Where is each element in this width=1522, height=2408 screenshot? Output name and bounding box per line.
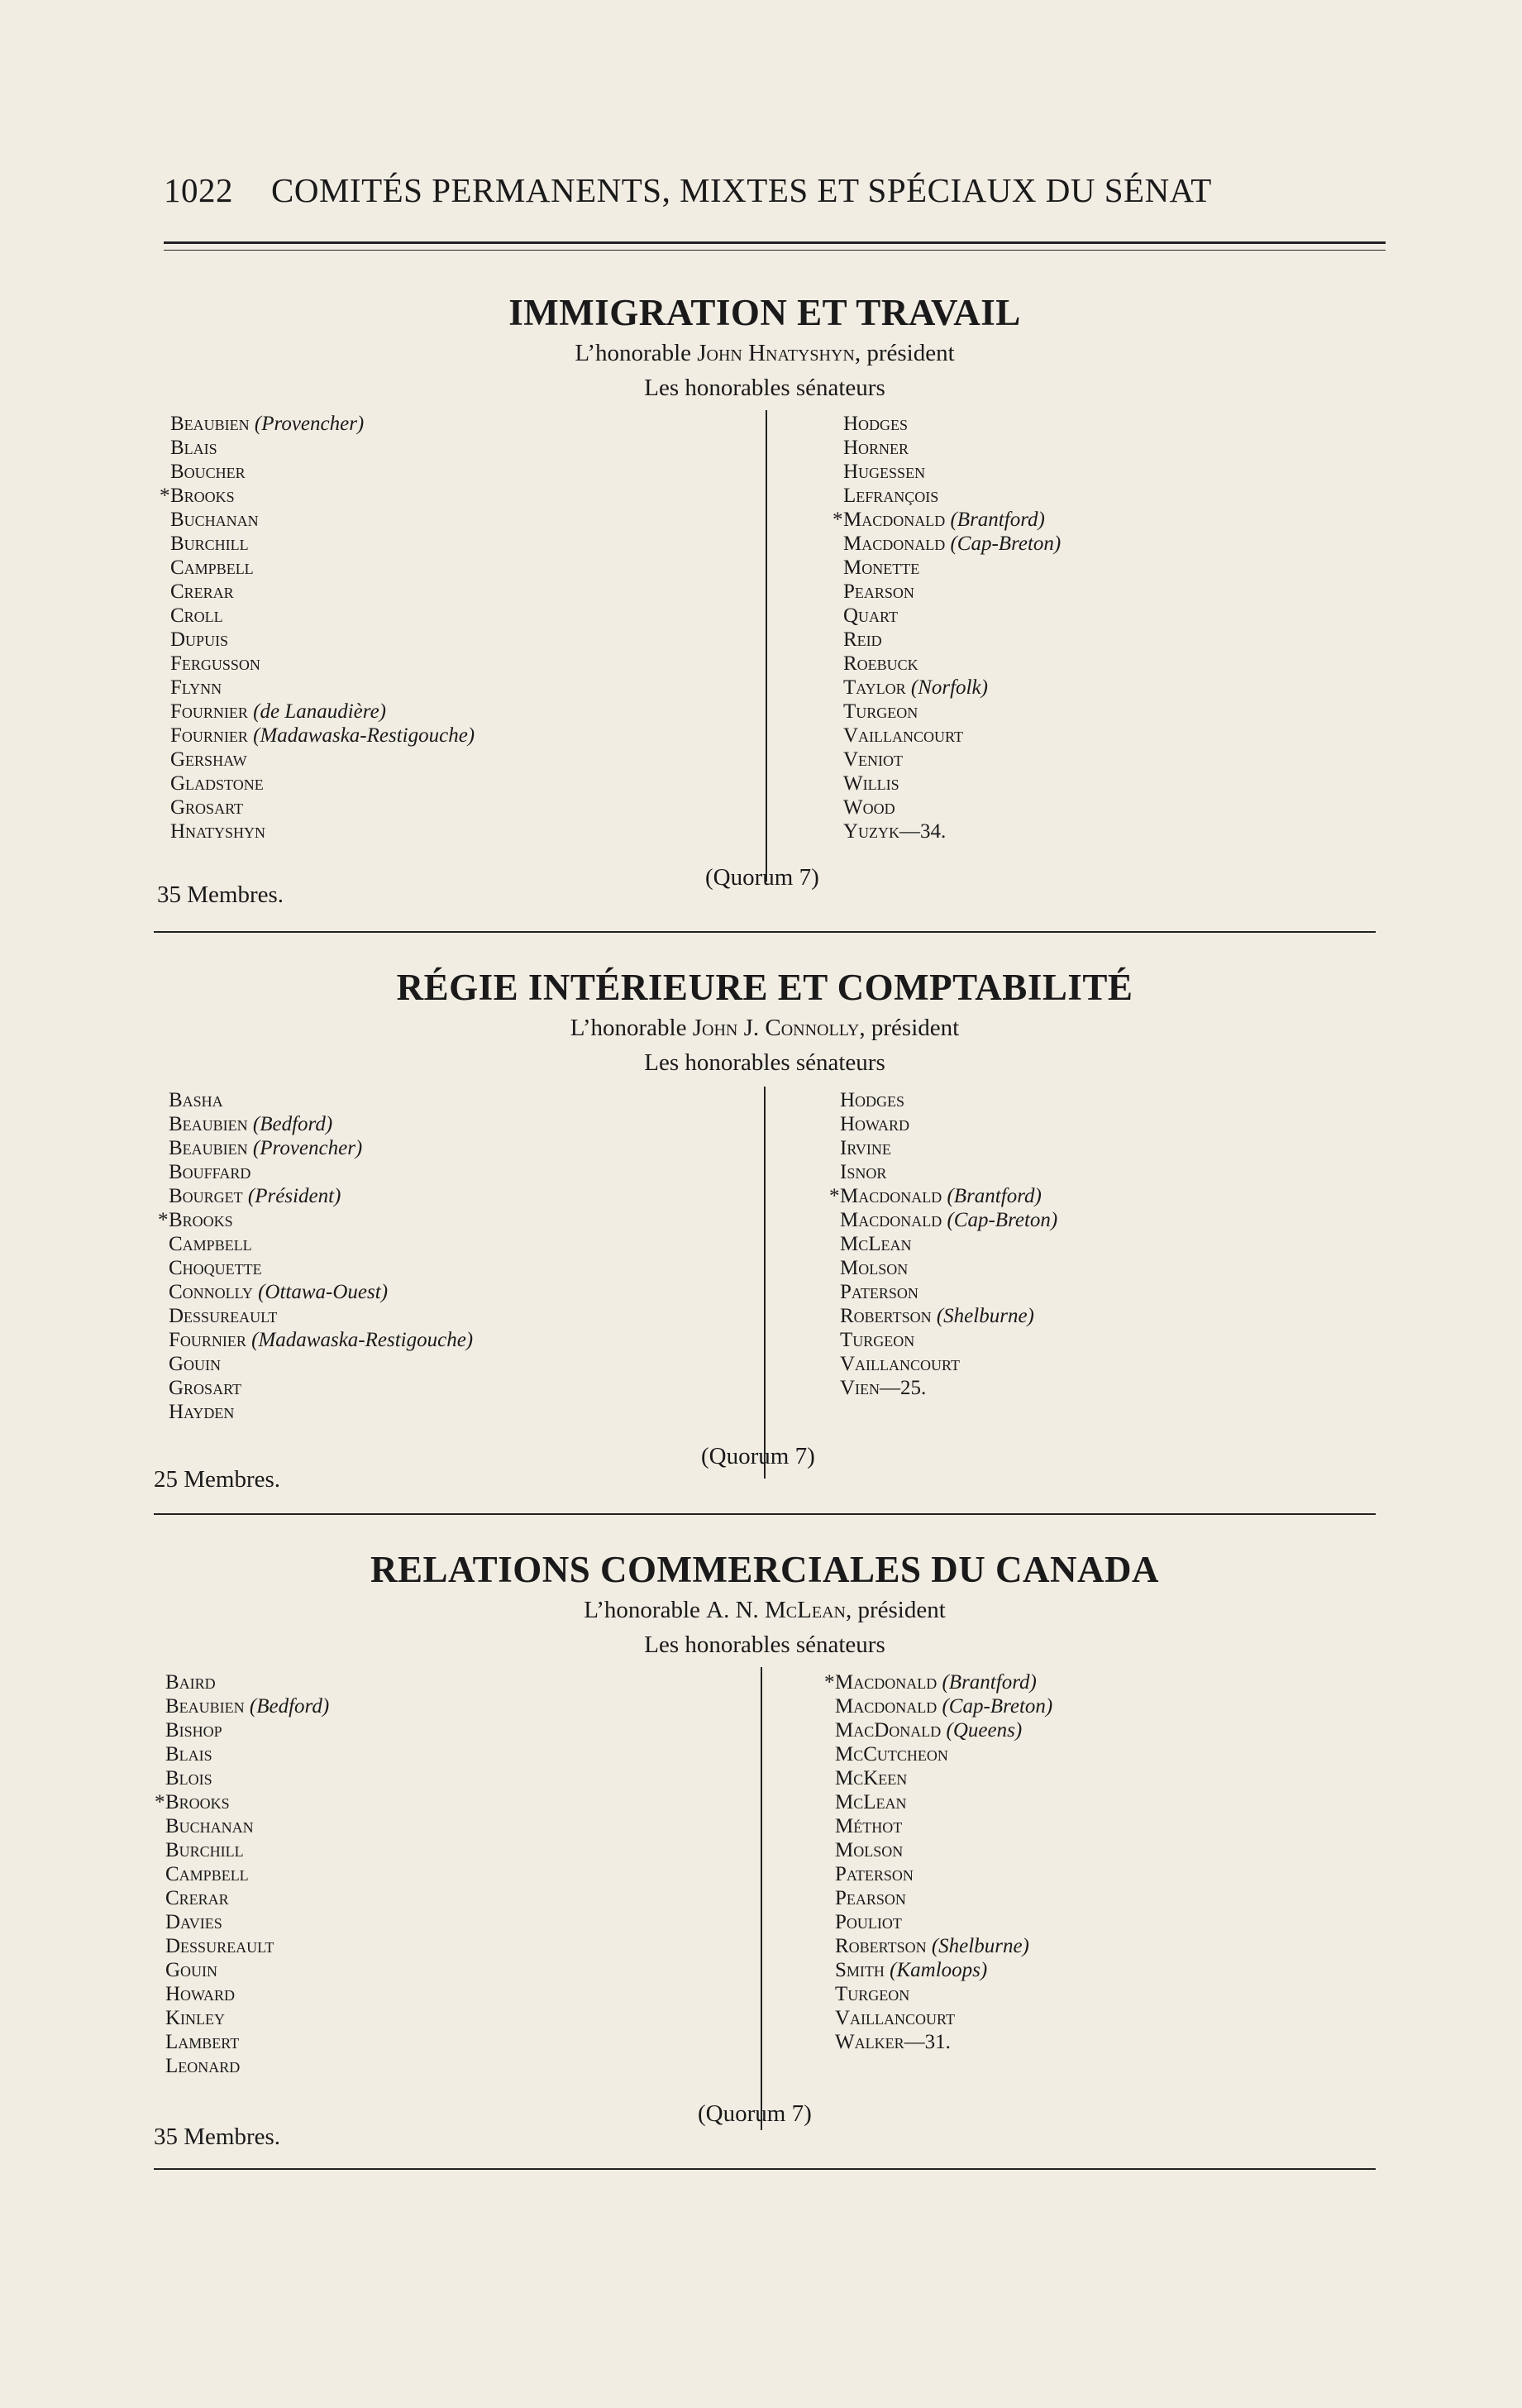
senator-name: Vien — [840, 1377, 880, 1399]
senator-name: Macdonald — [840, 1209, 942, 1231]
senator-name: Monette — [843, 557, 920, 579]
senator-entry — [835, 1958, 1052, 1982]
senator-name: Brooks — [170, 485, 235, 507]
chair-suffix: , président — [845, 1597, 946, 1623]
senator-name: Willis — [843, 772, 899, 795]
senator-entry — [170, 580, 475, 604]
senator-entry — [165, 1934, 329, 1958]
senator-entry — [843, 460, 1061, 484]
senator-name: Buchanan — [170, 509, 259, 531]
senator-name: Macdonald — [835, 1671, 938, 1694]
member-list-right — [833, 412, 1062, 843]
senator-name: Grosart — [170, 796, 243, 819]
committee-title: RÉGIE INTÉRIEURE ET COMPTABILITÉ — [396, 967, 1133, 1008]
senator-entry — [170, 628, 475, 652]
senator-entry — [165, 1838, 329, 1862]
senator-name: Pouliot — [835, 1911, 902, 1933]
senator-name: Hnatyshyn — [170, 820, 266, 843]
senator-district: (Président) — [247, 1185, 341, 1207]
senator-district: (Cap-Breton) — [950, 533, 1062, 555]
senator-district: (Provencher) — [252, 1137, 363, 1159]
member-count: 35 Membres. — [157, 882, 284, 908]
senator-name: Turgeon — [835, 1983, 910, 2005]
senator-name: Grosart — [169, 1377, 241, 1399]
senator-district: (Norfolk) — [910, 676, 988, 699]
senator-entry — [835, 2030, 1052, 2054]
senator-entry — [840, 1136, 1057, 1160]
column-divider — [761, 1667, 762, 2130]
senator-entry — [169, 1400, 473, 1424]
senator-entry — [169, 1112, 473, 1136]
senator-entry — [165, 1742, 329, 1766]
senator-entry: *Macdonald (Brantford) — [829, 1185, 1042, 1207]
senator-district: (de Lanaudière) — [253, 700, 386, 723]
member-list-left — [160, 412, 475, 843]
senator-name: Fournier — [170, 724, 248, 747]
senator-name: Campbell — [169, 1233, 252, 1255]
senator-name: Macdonald — [835, 1695, 938, 1718]
senator-entry — [170, 772, 475, 796]
senator-entry — [843, 748, 1061, 772]
senator-name: Fournier — [169, 1329, 246, 1351]
senator-entry — [165, 1718, 329, 1742]
senator-entry — [165, 1886, 329, 1910]
senator-entry — [843, 604, 1061, 628]
senator-entry — [165, 1694, 329, 1718]
senator-entry — [165, 2030, 329, 2054]
senator-entry — [169, 1232, 473, 1256]
quorum: (Quorum 7) — [698, 2100, 812, 2127]
senator-entry — [840, 1376, 1057, 1400]
senator-entry — [840, 1160, 1057, 1184]
senator-name: Gladstone — [170, 772, 264, 795]
senator-district: (Bedford) — [252, 1113, 333, 1135]
senator-entry — [835, 1694, 1052, 1718]
senator-entry — [169, 1328, 473, 1352]
senator-entry — [165, 2054, 329, 2078]
senator-name: Leonard — [165, 2055, 241, 2077]
senator-entry — [170, 508, 475, 532]
senator-name: Burchill — [170, 533, 249, 555]
member-columns — [154, 405, 1376, 868]
senator-entry — [843, 580, 1061, 604]
senator-name: Macdonald — [843, 533, 946, 555]
senator-name: Blais — [170, 437, 217, 459]
senator-district: (Shelburne) — [931, 1935, 1029, 1957]
senator-name: Beaubien — [169, 1137, 248, 1159]
senator-name: Blais — [165, 1743, 212, 1765]
senator-entry — [170, 700, 475, 724]
senator-name: Beaubien — [165, 1695, 245, 1718]
senator-entry — [169, 1280, 473, 1304]
chair-name: John J. Connolly — [692, 1015, 860, 1041]
senator-entry — [835, 1766, 1052, 1790]
member-list-right — [829, 1088, 1058, 1400]
member-total: —25. — [880, 1377, 927, 1399]
chair-name: A. N. McLean — [706, 1597, 846, 1623]
senator-name: Beaubien — [170, 413, 250, 435]
column-divider — [766, 410, 767, 882]
senator-entry — [165, 1958, 329, 1982]
senator-district: (Shelburne) — [936, 1305, 1034, 1327]
committee-section — [154, 1546, 1376, 2125]
senator-entry — [835, 1982, 1052, 2006]
senator-name: Blois — [165, 1767, 212, 1789]
senator-entry — [840, 1112, 1057, 1136]
senator-name: Hayden — [169, 1401, 235, 1423]
senator-name: Wood — [843, 796, 895, 819]
senator-name: Burchill — [165, 1839, 244, 1861]
senator-district: (Brantford) — [942, 1671, 1037, 1694]
senator-name: Fournier — [170, 700, 248, 723]
senator-district: (Brantford) — [950, 509, 1045, 531]
senator-name: Reid — [843, 628, 882, 651]
senator-name: Pearson — [835, 1887, 906, 1909]
quorum: (Quorum 7) — [701, 1443, 815, 1469]
senator-entry — [843, 796, 1061, 819]
quorum: (Quorum 7) — [705, 864, 819, 891]
member-columns — [154, 1080, 1376, 1543]
senator-entry — [165, 1862, 329, 1886]
senator-district: (Madawaska-Restigouche) — [251, 1329, 474, 1351]
senator-name: McCutcheon — [835, 1743, 948, 1765]
senator-name: Yuzyk — [843, 820, 900, 843]
senator-name: Taylor — [843, 676, 906, 699]
senator-district: (Kamloops) — [890, 1959, 988, 1981]
senator-entry — [843, 532, 1061, 556]
senator-name: McLean — [840, 1233, 912, 1255]
senator-name: Fergusson — [170, 652, 260, 675]
committee-chair — [154, 1593, 1376, 1627]
senator-name: Campbell — [165, 1863, 249, 1885]
senator-name: Bourget — [169, 1185, 243, 1207]
senator-entry — [835, 1910, 1052, 1934]
senator-entry — [170, 819, 475, 843]
chair-prefix: L’honorable — [575, 340, 691, 366]
committee-chair — [154, 336, 1376, 370]
senators-heading: Les honorables sénateurs — [644, 375, 885, 401]
senator-name: Robertson — [835, 1935, 927, 1957]
senators-heading: Les honorables sénateurs — [644, 1049, 885, 1076]
running-head-title: COMITÉS PERMANENTS, MIXTES ET SPÉCIAUX DU SÉNAT — [271, 171, 1212, 209]
senator-district: (Madawaska-Restigouche) — [253, 724, 475, 747]
senator-name: Horner — [843, 437, 909, 459]
senator-name: Crerar — [170, 580, 234, 603]
senator-name: Macdonald — [843, 509, 946, 531]
senator-entry — [170, 724, 475, 748]
senator-name: Baird — [165, 1671, 216, 1694]
senator-entry — [835, 1742, 1052, 1766]
senators-heading: Les honorables sénateurs — [644, 1632, 885, 1658]
senator-entry — [170, 412, 475, 436]
member-count: 35 Membres. — [154, 2124, 281, 2150]
chair-prefix: L’honorable — [584, 1597, 700, 1623]
senator-entry — [170, 796, 475, 819]
chair-suffix: , président — [854, 340, 955, 366]
senator-name: Turgeon — [840, 1329, 915, 1351]
senator-name: Buchanan — [165, 1815, 254, 1837]
senator-name: Dessureault — [165, 1935, 274, 1957]
senator-name: Kinley — [165, 2007, 226, 2029]
senator-name: Irvine — [840, 1137, 891, 1159]
senator-entry — [165, 2006, 329, 2030]
senator-entry — [843, 724, 1061, 748]
senator-entry — [843, 436, 1061, 460]
senator-name: Isnor — [840, 1161, 887, 1183]
senator-entry — [169, 1376, 473, 1400]
senator-name: Howard — [165, 1983, 236, 2005]
senator-name: Hodges — [843, 413, 909, 435]
senator-entry — [843, 652, 1061, 676]
senator-entry: *Brooks — [158, 1209, 233, 1231]
senator-name: Smith — [835, 1959, 885, 1981]
senator-name: McKeen — [835, 1767, 908, 1789]
committee-title: IMMIGRATION ET TRAVAIL — [508, 292, 1021, 333]
senator-entry — [170, 556, 475, 580]
senator-entry — [165, 1814, 329, 1838]
senator-entry — [840, 1208, 1057, 1232]
senator-entry — [170, 436, 475, 460]
senator-name: Flynn — [170, 676, 222, 699]
senator-entry — [840, 1088, 1057, 1112]
senator-entry — [835, 1838, 1052, 1862]
committee-section — [154, 289, 1376, 868]
senator-name: Pearson — [843, 580, 914, 603]
senator-name: Molson — [835, 1839, 904, 1861]
senator-district: (Provencher) — [254, 413, 365, 435]
senator-entry: *Macdonald (Brantford) — [833, 509, 1045, 531]
senator-entry — [843, 700, 1061, 724]
senator-entry — [169, 1136, 473, 1160]
committee-title: RELATIONS COMMERCIALES DU CANADA — [370, 1549, 1159, 1590]
senator-entry — [840, 1232, 1057, 1256]
senator-name: Croll — [170, 604, 223, 627]
senator-entry — [165, 1982, 329, 2006]
senator-entry — [169, 1184, 473, 1208]
senator-name: Dessureault — [169, 1305, 278, 1327]
member-columns — [154, 1662, 1376, 2125]
senator-entry — [835, 1886, 1052, 1910]
senator-entry — [843, 412, 1061, 436]
senator-name: Vaillancourt — [843, 724, 963, 747]
senator-name: Paterson — [840, 1281, 918, 1303]
senator-name: Connolly — [169, 1281, 253, 1303]
senator-entry — [840, 1328, 1057, 1352]
senator-entry — [840, 1280, 1057, 1304]
senator-district: (Cap-Breton) — [947, 1209, 1058, 1231]
senator-entry — [169, 1304, 473, 1328]
senator-entry — [170, 532, 475, 556]
senator-entry — [840, 1256, 1057, 1280]
senator-name: Bouffard — [169, 1161, 251, 1183]
senator-name: Roebuck — [843, 652, 918, 675]
senator-name: Vaillancourt — [835, 2007, 955, 2029]
senator-entry — [835, 1934, 1052, 1958]
senator-name: Quart — [843, 604, 898, 627]
committee-chair — [154, 1010, 1376, 1045]
senator-name: Brooks — [169, 1209, 233, 1231]
member-count: 25 Membres. — [154, 1466, 281, 1493]
senator-name: Méthot — [835, 1815, 903, 1837]
column-divider — [764, 1087, 766, 1479]
chair-name: John Hnatyshyn — [697, 340, 855, 366]
senator-name: McLean — [835, 1791, 907, 1813]
senator-entry — [835, 1862, 1052, 1886]
senator-entry — [170, 652, 475, 676]
senator-name: Basha — [169, 1089, 223, 1111]
senator-district: (Queens) — [946, 1719, 1023, 1742]
senator-name: Dupuis — [170, 628, 229, 651]
senator-entry: *Brooks — [155, 1791, 230, 1813]
running-head — [164, 170, 1522, 210]
header-rule — [164, 241, 1386, 251]
senator-name: MacDonald — [835, 1719, 942, 1742]
senator-entry — [843, 772, 1061, 796]
senator-district: (Ottawa-Ouest) — [258, 1281, 389, 1303]
section-rule — [154, 2168, 1376, 2170]
senator-name: Hodges — [840, 1089, 905, 1111]
senator-entry — [843, 676, 1061, 700]
senator-name: Lambert — [165, 2031, 240, 2053]
senator-name: Campbell — [170, 557, 254, 579]
senator-entry — [170, 604, 475, 628]
senator-entry — [835, 2006, 1052, 2030]
senator-name: Vaillancourt — [840, 1353, 960, 1375]
senator-name: Howard — [840, 1113, 910, 1135]
chair-suffix: , président — [859, 1015, 960, 1041]
senator-entry — [170, 676, 475, 700]
senator-name: Turgeon — [843, 700, 918, 723]
member-list-right — [824, 1670, 1053, 2054]
page-number: 1022 — [164, 171, 233, 209]
senator-name: Beaubien — [169, 1113, 248, 1135]
senator-entry — [169, 1352, 473, 1376]
senator-entry — [169, 1256, 473, 1280]
senator-name: Bishop — [165, 1719, 222, 1742]
senator-entry — [165, 1670, 329, 1694]
member-total: —31. — [904, 2031, 951, 2053]
section-rule — [154, 931, 1376, 933]
senator-entry — [169, 1160, 473, 1184]
senator-entry — [170, 460, 475, 484]
senator-entry — [843, 484, 1061, 508]
senator-entry — [835, 1718, 1052, 1742]
senator-name: Molson — [840, 1257, 909, 1279]
senator-name: Crerar — [165, 1887, 229, 1909]
senator-district: (Bedford) — [249, 1695, 330, 1718]
senator-entry — [169, 1088, 473, 1112]
senator-name: Gouin — [165, 1959, 218, 1981]
senator-name: Boucher — [170, 461, 246, 483]
member-list-left — [158, 1088, 474, 1424]
senator-name: Lefrançois — [843, 485, 939, 507]
senator-district: (Cap-Breton) — [942, 1695, 1053, 1718]
senator-entry — [843, 556, 1061, 580]
senator-district: (Brantford) — [947, 1185, 1042, 1207]
senator-entry — [840, 1304, 1057, 1328]
senator-entry — [840, 1352, 1057, 1376]
senator-entry — [165, 1910, 329, 1934]
chair-prefix: L’honorable — [570, 1015, 687, 1041]
senator-name: Veniot — [843, 748, 904, 771]
member-list-left — [155, 1670, 330, 2078]
senator-name: Gouin — [169, 1353, 222, 1375]
section-rule — [154, 1513, 1376, 1515]
senator-name: Paterson — [835, 1863, 914, 1885]
senator-name: Robertson — [840, 1305, 932, 1327]
senator-name: Walker — [835, 2031, 904, 2053]
senator-entry — [843, 628, 1061, 652]
member-total: —34. — [899, 820, 947, 843]
senator-name: Macdonald — [840, 1185, 942, 1207]
senator-name: Choquette — [169, 1257, 262, 1279]
senator-entry — [165, 1766, 329, 1790]
senator-entry — [843, 819, 1061, 843]
senator-name: Davies — [165, 1911, 222, 1933]
senator-entry — [170, 748, 475, 772]
senator-name: Hugessen — [843, 461, 926, 483]
senator-entry: *Macdonald (Brantford) — [824, 1671, 1037, 1694]
senator-name: Brooks — [165, 1791, 230, 1813]
senator-name: Gershaw — [170, 748, 247, 771]
senator-entry — [835, 1790, 1052, 1814]
senator-entry — [835, 1814, 1052, 1838]
senator-entry: *Brooks — [160, 485, 235, 507]
